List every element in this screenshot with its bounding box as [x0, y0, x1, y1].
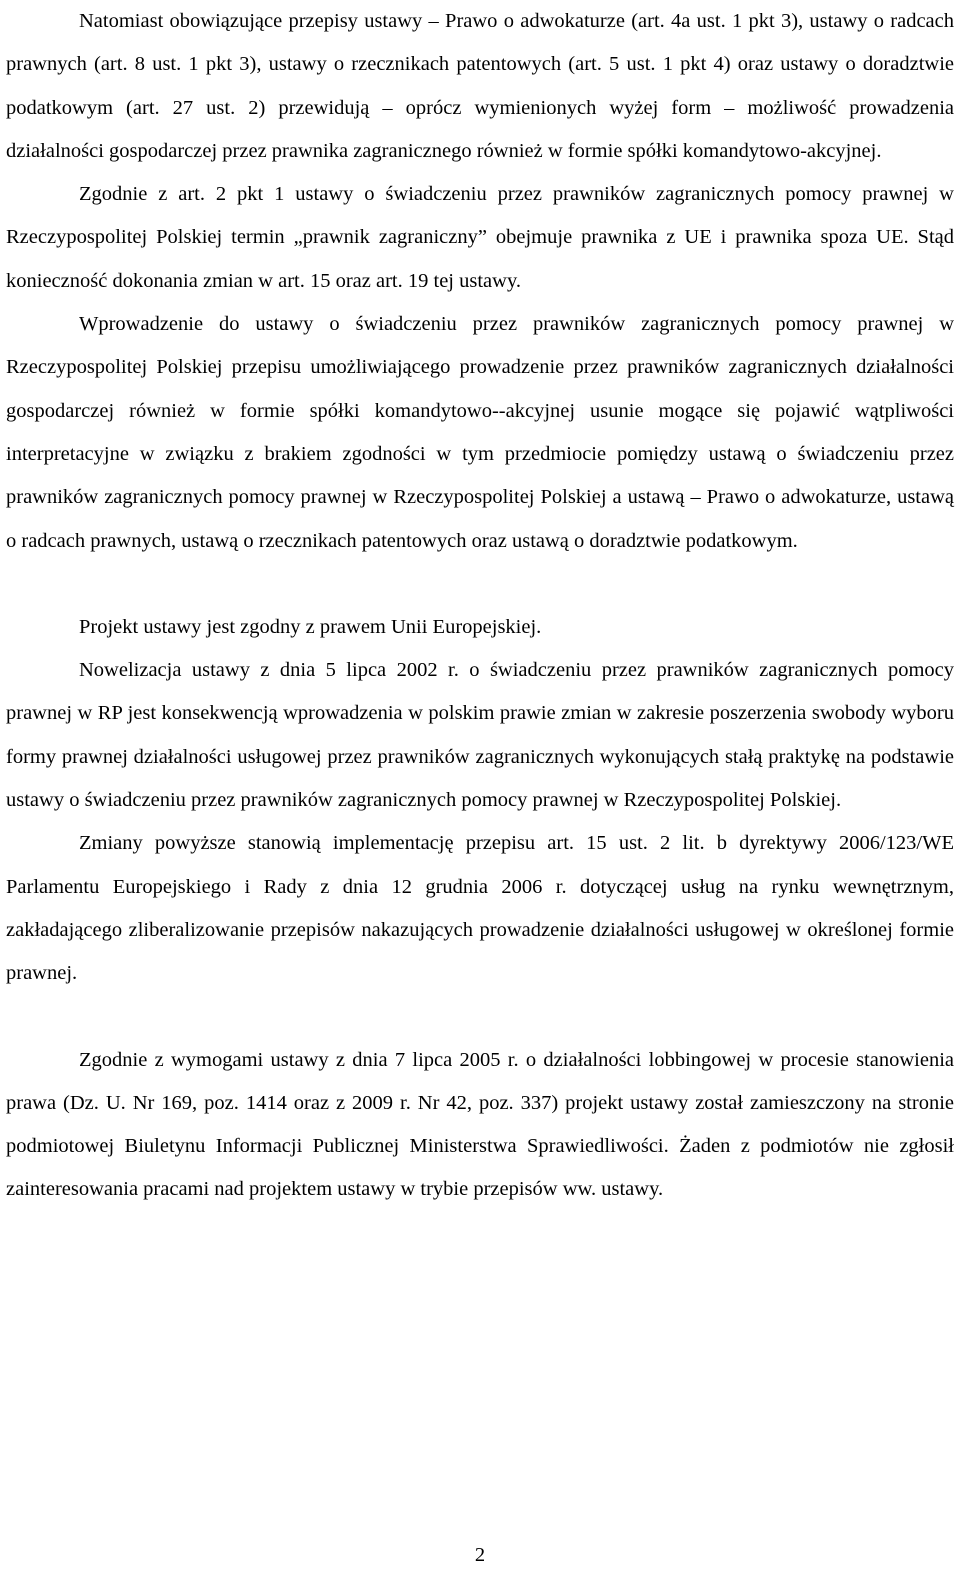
paragraph-introduction-rationale: Wprowadzenie do ustawy o świadczeniu przez prawników zagranicznych pomocy prawnej w Rzeczypospolitej Polskiej przepisu umożliwiającego prowadzenie przez prawników zagranicznych działalności gospodarczej również w formie spółki komandytowo--akcyjnej usunie mogące się pojawić wątpliwości interpretacyjne w związku z brakiem zgodności w tym przedmiocie pomiędzy ustawą o świadczeniu przez prawników zagranicznych pomocy prawnej w Rzeczypospolitej Polskiej a ustawą – Prawo o adwokaturze, ustawą o radcach prawnych, ustawą o rzecznikach patentowych oraz ustawą o doradztwie podatkowym. — [6, 313, 954, 552]
page-number: 2 — [474, 1544, 486, 1566]
paragraph-lobbying-act: Zgodnie z wymogami ustawy z dnia 7 lipca 2005 r. o działalności lobbingowej w procesie stanowienia prawa (Dz. U. Nr 169, poz. 1414 oraz z 2009 r. Nr 42, poz. 337) projekt ustawy został zamieszczony na stronie podmiotowej Biuletynu Informacji Publicznej Ministerstwa Sprawiedliwości. Żaden z podmiotów nie zgłosił zainteresowania pracami nad projektem ustawy w trybie przepisów ww. ustawy. — [6, 1048, 954, 1201]
paragraph-spacer — [6, 996, 954, 1039]
paragraph-directive-implementation: Zmiany powyższe stanowią implementację przepisu art. 15 ust. 2 lit. b dyrektywy 2006/123/WE Parlamentu Europejskiego i Rady z dnia 12 grudnia 2006 r. dotyczącej usług na rynku wewnętrznym, zakładającego zliberalizowanie przepisów nakazujących prowadzenie działalności usługowej w określonej formie prawnej. — [6, 832, 954, 985]
paragraph-spacer — [6, 563, 954, 606]
paragraph-amendment-consequence: Nowelizacja ustawy z dnia 5 lipca 2002 r. o świadczeniu przez prawników zagranicznych pomocy prawnej w RP jest konsekwencją wprowadzenia w polskim prawie zmian w zakresie poszerzenia swobody wyboru formy prawnej działalności usługowej przez prawników zagranicznych wykonujących stałą praktykę na podstawie ustawy o świadczeniu przez prawników zagranicznych pomocy prawnej w Rzeczypospolitej Polskiej. — [6, 659, 954, 812]
paragraph-legal-forms: Natomiast obowiązujące przepisy ustawy – Prawo o adwokaturze (art. 4a ust. 1 pkt 3), ustawy o radcach prawnych (art. 8 ust. 1 pkt 3), ustawy o rzecznikach patentowych (art. 5 ust. 1 pkt 4) oraz ustawy o doradztwie podatkowym (art. 27 ust. 2) przewidują – oprócz wymienionych wyżej form – możliwość prowadzenia działalności gospodarczej przez prawnika zagranicznego również w formie spółki komandytowo-akcyjnej. — [6, 10, 954, 162]
document-page — [6, 0, 954, 1573]
paragraph-eu-compliance: Projekt ustawy jest zgodny z prawem Unii Europejskiej. — [79, 615, 542, 638]
paragraph-foreign-lawyer-definition: Zgodnie z art. 2 pkt 1 ustawy o świadczeniu przez prawników zagranicznych pomocy prawnej w Rzeczypospolitej Polskiej termin „prawnik zagraniczny” obejmuje prawnika z UE i prawnika spoza UE. Stąd konieczność dokonania zmian w art. 15 oraz art. 19 tej ustawy. — [6, 183, 954, 292]
